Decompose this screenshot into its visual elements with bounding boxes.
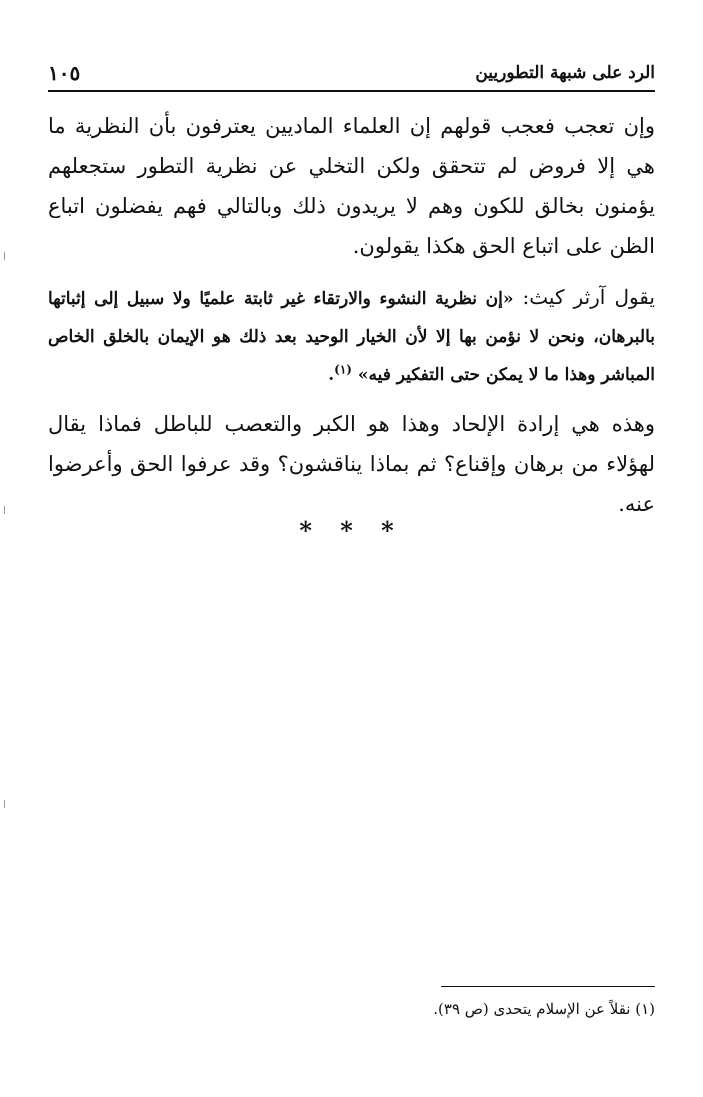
page-number: ١٠٥ (48, 61, 81, 85)
scan-edge-mark (4, 252, 5, 260)
scan-edge-mark (4, 506, 5, 514)
paragraph-3: وهذه هي إرادة الإلحاد وهذا هو الكبر والتعصب للباطل فماذا يقال لهؤلاء من برهان وإقناع؟ ثم بماذا يناقشون؟ وقد عرفوا الحق وأعرضوا عنه. (48, 412, 655, 516)
paragraph-1: وإن تعجب فعجب قولهم إن العلماء الماديين يعترفون بأن النظرية ما هي إلا فروض لم تتحقق ولكن التخلي عن نظرية التطور ستجعلهم يؤمنون بخالق للكون وهم لا يريدون ذلك وبالتالي فهم يفضلون اتباع الظن على اتباع الحق هكذا يقولون. (48, 114, 655, 258)
body-text (48, 106, 655, 524)
quote-period: . (328, 365, 335, 385)
paragraph-2 (48, 278, 655, 394)
footnote-reference: (١) (334, 362, 352, 377)
quote-attribution: يقول آرثر كيث: (513, 285, 655, 309)
running-header (48, 58, 655, 88)
footnote-rule (441, 986, 655, 987)
footnote: (١) نقلاً عن الإسلام يتحدى (ص ٣٩). (433, 1000, 655, 1018)
section-separator: * * * (299, 516, 404, 545)
header-title: الرد على شبهة التطوريين (475, 63, 655, 83)
scan-edge-mark (4, 800, 5, 808)
header-rule (48, 90, 655, 92)
quote-text: «إن نظرية النشوء والارتقاء غير ثابتة علميًا ولا سبيل إلى إثباتها بالبرهان، ونحن لا نؤمن بها إلا لأن الخيار الوحيد بعد ذلك هو الإيمان بالخلق الخاص المباشر وهذا ما لا يمكن حتى التفكير فيه» (48, 289, 655, 385)
